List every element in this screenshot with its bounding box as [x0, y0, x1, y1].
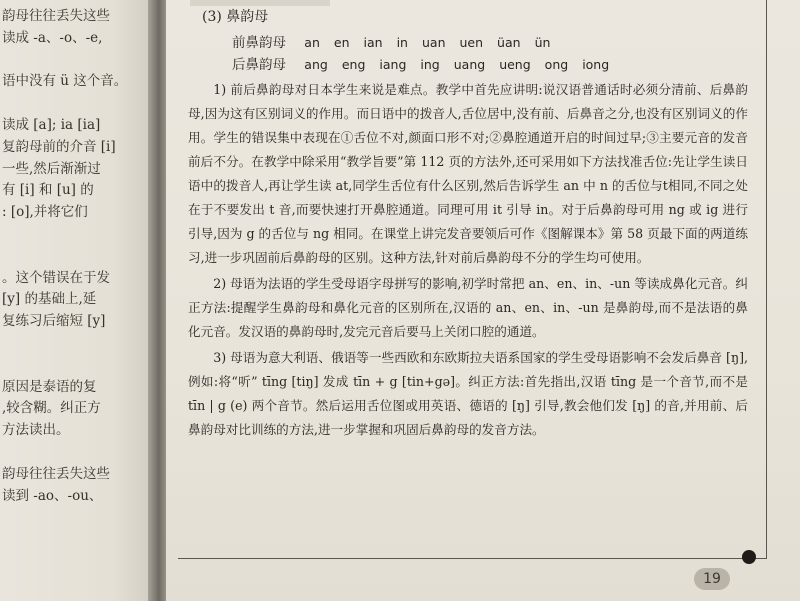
page-content — [188, 6, 748, 442]
front_nasal-final: uen — [459, 35, 484, 50]
left-page-line: 语中没有 ü 这个音。 — [2, 73, 128, 90]
left-page-line: 一些,然后渐渐过 — [2, 160, 101, 177]
frame-corner-dot — [742, 550, 756, 564]
left-page-line: [y] 的基础上,延 — [2, 291, 97, 308]
left-page-line: 读成 -a、-o、-e, — [2, 29, 103, 46]
left-page-line: 读成 [a]; ia [ia] — [2, 117, 101, 133]
front_nasal-final: uan — [421, 35, 446, 50]
back_nasal-final: uang — [453, 57, 486, 72]
paragraph-3: 3) 母语为意大利语、俄语等一些西欧和东欧斯拉夫语系国家的学生受母语影响不会发后鼻音 [ŋ],例如:将“听” tīng [tiŋ] 发成 tīn + g [tin+gə]。纠正方法:首先指出,汉语 tīng 是一个音节,而不是 tīn | g (e) 两个音节。然后运用舌位图或用英语、德语的 [ŋ] 引导,教会他们发 [ŋ] 的音,并用前、后鼻韵母对比训练的方法,进一步掌握和巩固后鼻韵母的发音方法。 — [188, 350, 748, 437]
left-page-line: 韵母往往丢失这些 — [2, 465, 110, 482]
left-page-line: 原因是泰语的复 — [2, 378, 97, 395]
front_nasal-final: üan — [497, 35, 521, 50]
left-page-line: 复练习后缩短 [y] — [2, 313, 106, 330]
back-nasal-label: 后鼻韵母 — [232, 57, 286, 73]
left-page-line: 复韵母前的介音 [i] — [2, 138, 116, 155]
left-page-line: ,较含糊。纠正方 — [2, 400, 101, 417]
back_nasal-final: ang — [304, 57, 328, 72]
left-page-line: 读到 -ao、-ou、 — [2, 487, 103, 504]
left-page-line: : [o],并将它们 — [2, 204, 88, 221]
front-nasal-label: 前鼻韵母 — [232, 35, 286, 51]
back_nasal-final: iong — [582, 57, 610, 72]
left-page-line: 韵母往往丢失这些 — [2, 8, 110, 24]
back_nasal-final: ong — [544, 57, 569, 72]
paragraph-2: 2) 母语为法语的学生受母语字母拼写的影响,初学时常把 an、en、in、-un 等读成鼻化元音。纠正方法:提醒学生鼻韵母和鼻化元音的区别所在,汉语的 an、en、in、-un 是鼻韵母,而不是法语的鼻化元音。发汉语的鼻韵母时,发完元音后要马上关闭口腔的通道。 — [188, 276, 748, 339]
left-page-line: 。这个错误在于发 — [2, 269, 110, 286]
back_nasal-final: ing — [420, 57, 440, 72]
back_nasal-final: eng — [341, 57, 366, 72]
front-nasal-finals-row — [232, 32, 748, 54]
front_nasal-final: en — [333, 35, 350, 50]
front_nasal-final: in — [396, 35, 408, 50]
front_nasal-final: ün — [534, 35, 551, 50]
back-nasal-finals-row — [232, 54, 748, 76]
front_nasal-final: ian — [363, 35, 383, 50]
paragraph-1: 1) 前后鼻韵母对日本学生来说是难点。教学中首先应讲明:说汉语普通话时必须分清前、后鼻韵母,因为这有区别词义的作用。而日语中的拨音人,舌位居中,没有前、后鼻音之分,也没有区别词义的作用。学生的错误集中表现在①舌位不对,颜面口形不对;②鼻腔通道开启的时间过早;③主要元音的发音前后不分。在教学中除采用“教学旨要”第 112 页的方法外,还可采用如下方法找准舌位:先让学生读日语中的拨音人,再让学生读 at,同学生舌位有什么区别,然后告诉学生 an 中 n 的舌位与t相同,不同之处在于不要发出 t 音,而要快速打开鼻腔通道。同理可用 it 引导 in。对于后鼻韵母可用 ng 或 ig 进行引导,因为 g 的舌位与 ng 相同。在课堂上讲完发音要领后可作《图解课本》第 58 页最下面的两道练习,进一步巩固前后鼻韵母的区别。这种方法,针对前后鼻韵母不分的学生均可使用。 — [188, 82, 748, 265]
section-title: (3) 鼻韵母 — [202, 9, 269, 25]
front_nasal-final: an — [304, 35, 320, 50]
left-page-line: 方法读出。 — [2, 422, 70, 439]
page-number: 19 — [694, 568, 730, 590]
left-page-line: 有 [i] 和 [u] 的 — [2, 182, 94, 199]
left-page — [0, 0, 160, 601]
back_nasal-final: iang — [379, 57, 407, 72]
back_nasal-final: ueng — [499, 57, 531, 72]
right-page — [166, 0, 800, 601]
